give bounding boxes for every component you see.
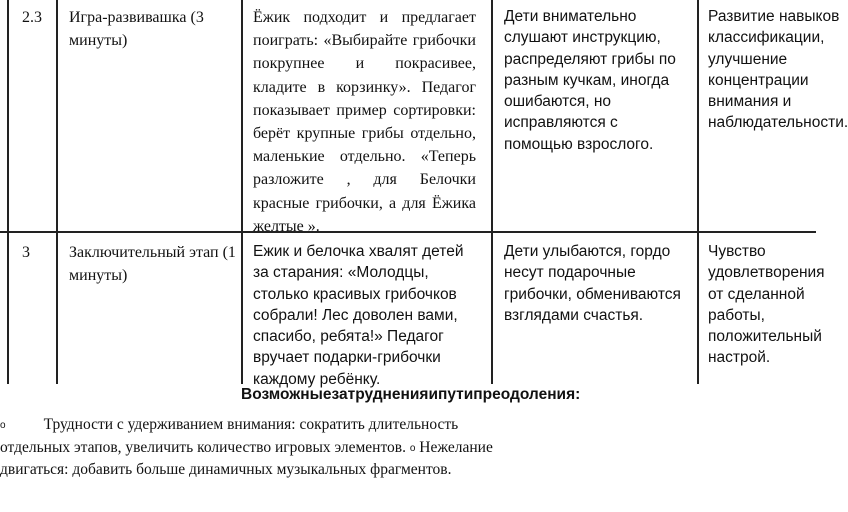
- table-border-left: [7, 0, 9, 384]
- stage-cell: Игра-развивашка (3 минуты): [69, 9, 204, 50]
- list-item: Трудности с удерживанием внимания: сократить длительность отдельных этапов, увеличить количество игровых элементов.: [0, 416, 459, 456]
- teacher-activity-cell: Ежик и белочка хвалят детей за старания: «Молодцы, столько красивых грибочков собрали! Лес доволен вами, спасибо, ребята!» Педагог вручает подарки-грибочки каждому ребёнку.: [253, 243, 464, 388]
- list-item: Нежелание двигаться: добавить больше динамичных музыкальных фрагментов.: [0, 438, 493, 479]
- children-activity-cell: Дети внимательно слушают инструкцию, распределяют грибы по разным кучкам, иногда ошибаются, но исправляются с помощью взрослого.: [504, 8, 676, 153]
- difficulties-heading: Возможныезатрудненияипутипреодоления:: [241, 386, 581, 403]
- stage-cell: Заключительный этап (1 минуты): [69, 244, 236, 285]
- children-activity-cell: Дети улыбаются, гордо несут подарочные грибочки, обмениваются взглядами счастья.: [504, 243, 681, 324]
- bullet-marker: o: [409, 442, 416, 454]
- table-border: [491, 0, 493, 384]
- teacher-activity-cell: Ёжик подходит и предлагает поиграть: «Выбирайте грибочки покрупнее и покрасивее, кладите в корзинку». Педагог показывает пример сортировки: берёт крупные грибы отдельно, маленькие отдельно. «Теперь разложите , для Белочки красные грибочки, а для Ёжика желтые ».: [253, 9, 476, 235]
- result-cell: Чувство удовлетворения от сделанной работы, положительный настрой.: [708, 243, 825, 367]
- result-cell: Развитие навыков классификации, улучшение концентрации внимания и наблюдательности.: [708, 8, 848, 132]
- table-border: [697, 0, 699, 384]
- difficulties-list: [0, 414, 520, 481]
- row-number: 2.3: [22, 9, 42, 26]
- table-border: [241, 0, 243, 384]
- bullet-marker: o: [0, 420, 6, 431]
- row-number: 3: [22, 244, 30, 261]
- table-border: [56, 0, 58, 384]
